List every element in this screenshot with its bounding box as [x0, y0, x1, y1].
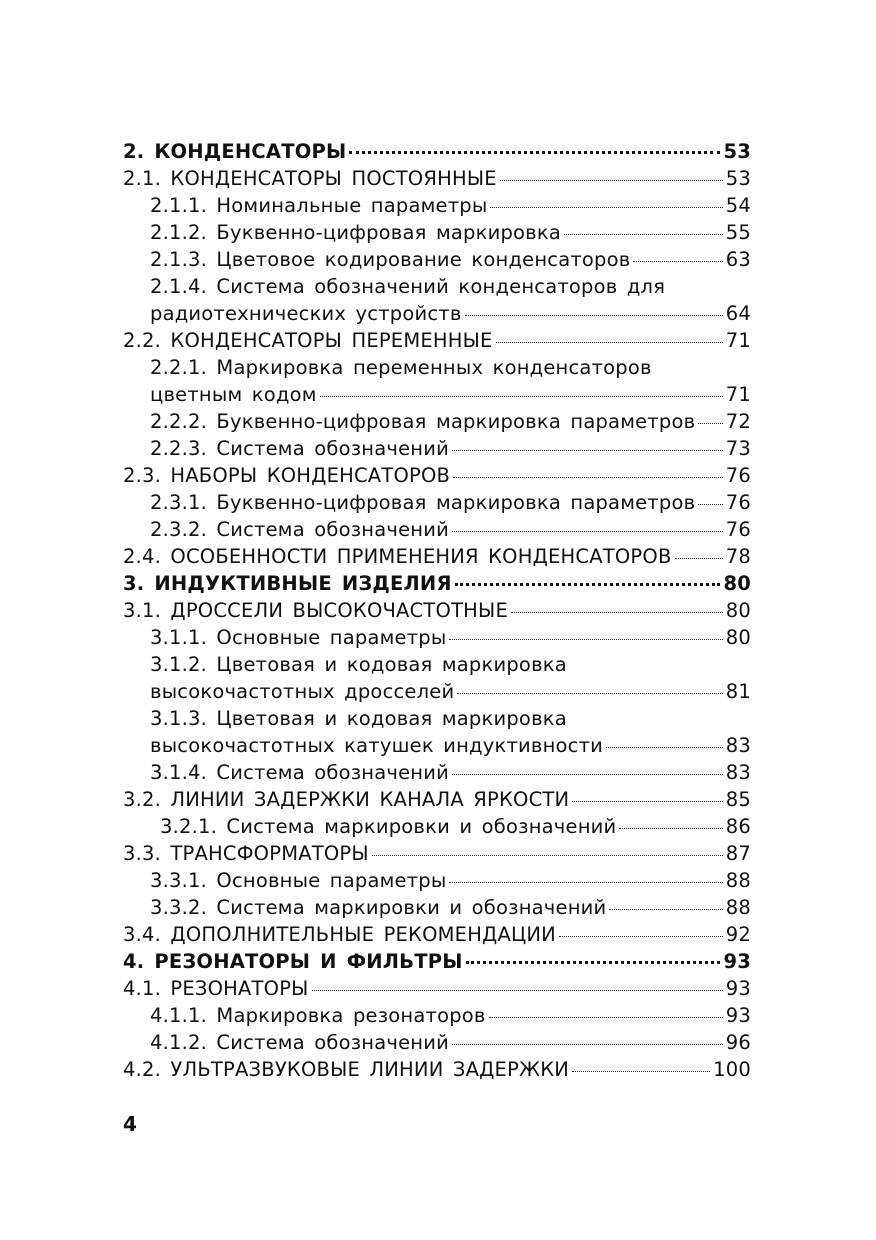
dot-leader [466, 961, 721, 964]
toc-entry [123, 597, 751, 624]
toc-page-number: 55 [725, 221, 751, 244]
toc-entry-title: 2.1. КОНДЕНСАТОРЫ ПОСТОЯННЫЕ [123, 167, 497, 190]
toc-page-number: 80 [725, 599, 751, 622]
toc-entry-title: 3.4. ДОПОЛНИТЕЛЬНЫЕ РЕКОМЕНДАЦИИ [123, 923, 556, 946]
toc-entry [123, 543, 751, 570]
toc-entry-title-continued: радиотехнических устройств [150, 302, 462, 325]
dot-leader [496, 342, 723, 343]
toc-entry [123, 921, 751, 948]
toc-entry-title: 3.1.3. Цветовая и кодовая маркировка [150, 707, 567, 730]
toc-entry-title: 3.3.2. Система маркировки и обозначений [150, 896, 607, 919]
toc-entry-title: 2.2.3. Система обозначений [150, 437, 450, 460]
toc-entry-title: 4. РЕЗОНАТОРЫ И ФИЛЬТРЫ [123, 950, 463, 973]
toc-entry [123, 219, 751, 246]
toc-page-number: 86 [725, 815, 751, 838]
toc-entry [123, 192, 751, 219]
toc-entry-title: 2. КОНДЕНСАТОРЫ [123, 140, 347, 163]
dot-leader [449, 882, 722, 883]
toc-entry [123, 489, 751, 516]
toc-page-number: 54 [725, 194, 751, 217]
toc-entry-title: 2.3.1. Буквенно-цифровая маркировка параметров [150, 491, 696, 514]
toc-entry [123, 840, 751, 867]
toc-page-number: 71 [725, 329, 751, 352]
dot-leader [465, 315, 723, 316]
dot-leader [455, 583, 721, 586]
toc-entry [123, 408, 751, 435]
toc-page-number: 80 [725, 626, 751, 649]
toc-page-number: 93 [725, 1004, 751, 1027]
dot-leader [349, 151, 720, 154]
toc-entry [123, 327, 751, 354]
table-of-contents [123, 138, 751, 1083]
page-number: 4 [123, 1112, 137, 1136]
dot-leader [619, 828, 722, 829]
toc-entry-title: 3.1.4. Система обозначений [150, 761, 450, 784]
toc-entry-title-continued: высокочастотных дросселей [150, 680, 455, 703]
toc-page-number: 71 [725, 383, 751, 406]
toc-entry-title: 2.4. ОСОБЕННОСТИ ПРИМЕНЕНИЯ КОНДЕНСАТОРОВ [123, 545, 672, 568]
toc-entry-title: 3.2.1. Система маркировки и обозначений [160, 815, 617, 838]
dot-leader [500, 180, 723, 181]
toc-page-number: 53 [725, 167, 751, 190]
dot-leader [606, 747, 723, 748]
toc-entry [123, 435, 751, 462]
dot-leader [564, 234, 723, 235]
toc-page-number: 96 [725, 1031, 751, 1054]
toc-entry [123, 624, 751, 651]
toc-entry-title: 3.1. ДРОССЕЛИ ВЫСОКОЧАСТОТНЫЕ [123, 599, 508, 622]
dot-leader [449, 639, 722, 640]
toc-page-number: 85 [725, 788, 751, 811]
dot-leader [452, 450, 723, 451]
toc-page-number: 63 [725, 248, 751, 271]
toc-entry-title: 2.3.2. Система обозначений [150, 518, 450, 541]
dot-leader [698, 504, 723, 505]
toc-page-number: 93 [723, 950, 751, 973]
toc-page-number: 100 [713, 1058, 751, 1081]
toc-entry-title: 3.1.1. Основные параметры [150, 626, 447, 649]
toc-entry [123, 354, 751, 408]
toc-page-number: 83 [725, 734, 751, 757]
dot-leader [609, 909, 722, 910]
toc-entry [123, 1002, 751, 1029]
dot-leader [453, 477, 723, 478]
toc-page-number: 88 [725, 869, 751, 892]
toc-entry-title: 2.2.1. Маркировка переменных конденсаторов [150, 356, 652, 379]
dot-leader [372, 855, 723, 856]
dot-leader [452, 1044, 723, 1045]
toc-entry-title: 4.1.2. Система обозначений [150, 1031, 450, 1054]
toc-page-number: 53 [723, 140, 751, 163]
toc-entry-title: 3. ИНДУКТИВНЫЕ ИЗДЕЛИЯ [123, 572, 452, 595]
toc-entry-title: 3.3.1. Основные параметры [150, 869, 447, 892]
toc-entry-title: 3.3. ТРАНСФОРМАТОРЫ [123, 842, 369, 865]
dot-leader [489, 1017, 723, 1018]
toc-entry-title: 3.1.2. Цветовая и кодовая маркировка [150, 653, 567, 676]
dot-leader [572, 1071, 710, 1072]
toc-entry-title: 2.1.4. Система обозначений конденсаторов для [150, 275, 666, 298]
toc-entry [123, 975, 751, 1002]
toc-page-number: 64 [725, 302, 751, 325]
toc-entry-title: 4.1.1. Маркировка резонаторов [150, 1004, 486, 1027]
dot-leader [559, 936, 723, 937]
toc-entry [123, 786, 751, 813]
toc-entry [123, 1029, 751, 1056]
toc-entry [123, 894, 751, 921]
toc-entry-title: 2.3. НАБОРЫ КОНДЕНСАТОРОВ [123, 464, 451, 487]
toc-entry [123, 273, 751, 327]
toc-entry [123, 813, 751, 840]
dot-leader [452, 774, 723, 775]
dot-leader [452, 531, 723, 532]
toc-entry [123, 759, 751, 786]
dot-leader [572, 801, 722, 802]
toc-entry-title: 2.2.2. Буквенно-цифровая маркировка параметров [150, 410, 696, 433]
toc-entry [123, 867, 751, 894]
toc-entry [123, 516, 751, 543]
dot-leader [698, 423, 723, 424]
toc-entry [123, 462, 751, 489]
toc-entry [123, 948, 751, 975]
toc-entry [123, 138, 751, 165]
toc-entry [123, 246, 751, 273]
toc-page-number: 92 [725, 923, 751, 946]
toc-entry-title: 2.1.1. Номинальные параметры [150, 194, 488, 217]
dot-leader [633, 261, 722, 262]
toc-entry-title: 3.2. ЛИНИИ ЗАДЕРЖКИ КАНАЛА ЯРКОСТИ [123, 788, 570, 811]
toc-entry [123, 651, 751, 705]
toc-entry [123, 165, 751, 192]
toc-page-number: 80 [723, 572, 751, 595]
toc-page-number: 81 [725, 680, 751, 703]
toc-page-number: 72 [725, 410, 751, 433]
dot-leader [457, 693, 722, 694]
toc-page-number: 76 [725, 464, 751, 487]
toc-page-number: 93 [725, 977, 751, 1000]
toc-page-number: 76 [725, 518, 751, 541]
toc-page-number: 73 [725, 437, 751, 460]
toc-page-number: 83 [725, 761, 751, 784]
toc-page-number: 76 [725, 491, 751, 514]
dot-leader [320, 396, 723, 397]
toc-entry-title: 4.1. РЕЗОНАТОРЫ [123, 977, 309, 1000]
toc-entry-title-continued: высокочастотных катушек индуктивности [150, 734, 603, 757]
toc-entry-title: 2.1.3. Цветовое кодирование конденсаторов [150, 248, 631, 271]
dot-leader [490, 207, 722, 208]
toc-entry [123, 705, 751, 759]
dot-leader [675, 558, 723, 559]
dot-leader [312, 990, 723, 991]
toc-entry-title-continued: цветным кодом [150, 383, 317, 406]
toc-entry-title: 2.2. КОНДЕНСАТОРЫ ПЕРЕМЕННЫЕ [123, 329, 493, 352]
toc-entry-title: 4.2. УЛЬТРАЗВУКОВЫЕ ЛИНИИ ЗАДЕРЖКИ [123, 1058, 570, 1081]
toc-entry [123, 570, 751, 597]
toc-page-number: 87 [725, 842, 751, 865]
dot-leader [511, 612, 723, 613]
toc-entry [123, 1056, 751, 1083]
toc-page-number: 88 [725, 896, 751, 919]
toc-entry-title: 2.1.2. Буквенно-цифровая маркировка [150, 221, 561, 244]
toc-page-number: 78 [725, 545, 751, 568]
